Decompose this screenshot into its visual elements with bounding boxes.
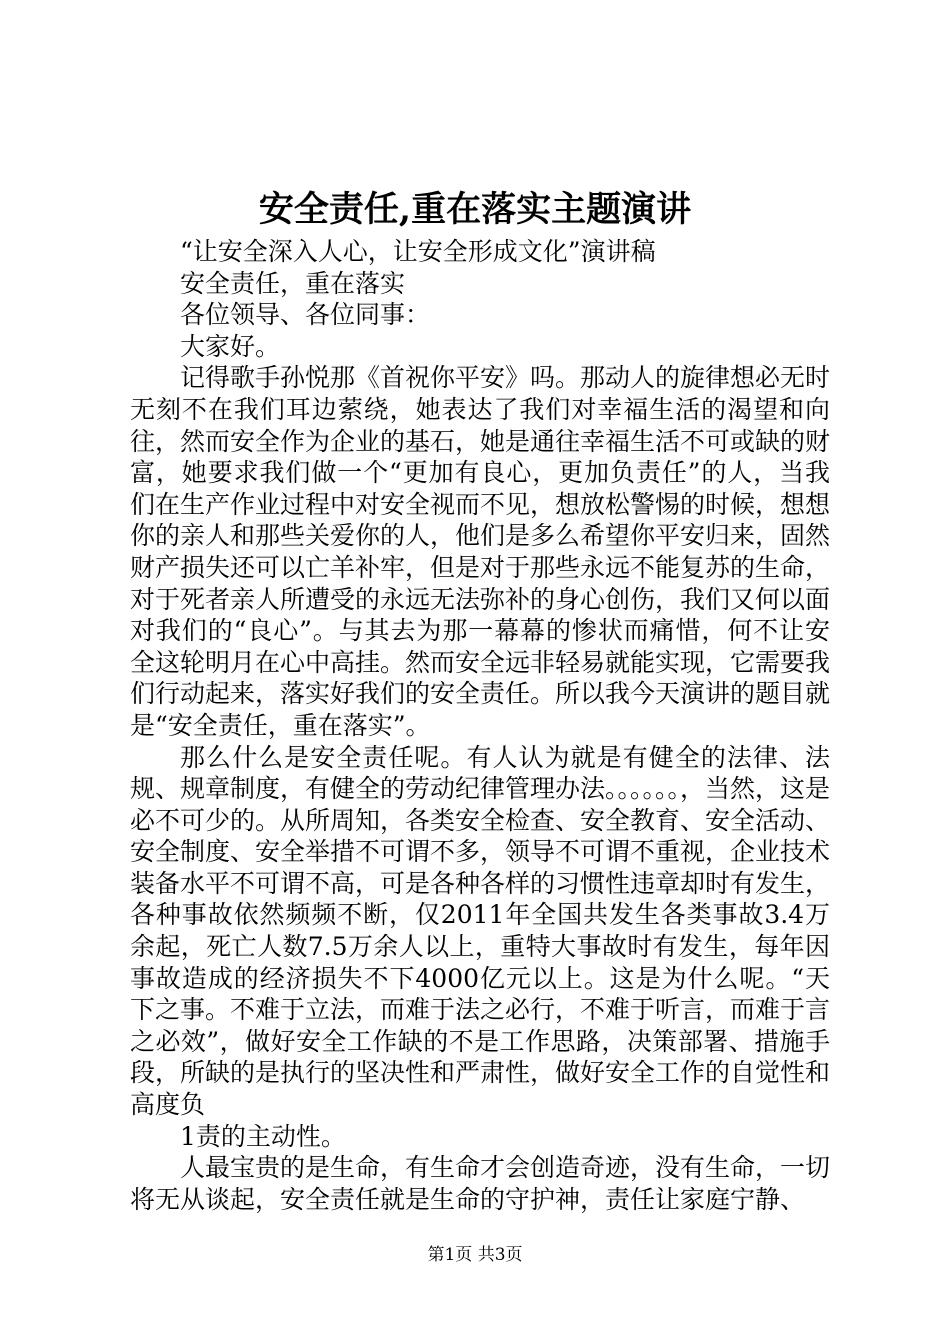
page-footer: 第1页 共3页 <box>427 1245 523 1265</box>
paragraph-subtitle: “让安全深入人心，让安全形成文化”演讲稿 <box>180 237 656 266</box>
paragraph-body: 那么什么是安全责任呢。有人认为就是有健全的法律、法规、规章制度，有健全的劳动纪律管理办法。。。。。。，当然，这是必不可少的。从所周知，各类安全检查、安全教育、安全活动、安全制度、安全举措不可谓不多，领导不可谓不重视，企业技术装备水平不可谓不高，可是各种各样的习惯性违章却时有发生，各种事故依然频频不断，仅2011年全国共发生各类事故3.4万余起，死亡人数7.5万余人以上，重特大事故时有发生，每年因事故造成的经济损失不下4000亿元以上。这是为什么呢。“天下之事。不难于立法，而难于法之必行，不难于听言，而难于言之必效”，做好安全工作缺的不是工作思路，决策部署、措施手段，所缺的是执行的坚决性和严肃性，做好安全工作的自觉性和高度负 <box>130 742 831 1120</box>
paragraph-salutation: 各位领导、各位同事： <box>180 300 431 330</box>
document-body <box>130 236 830 1215</box>
document-title: 安全责任,重在落实主题演讲 <box>258 189 692 230</box>
paragraph-body: 记得歌手孙悦那《首祝你平安》吗。那动人的旋律想必无时无刻不在我们耳边萦绕，她表达了我们对幸福生活的渴望和向往，然而安全作为企业的基石，她是通往幸福生活不可或缺的财富，她要求我们做一个“更加有良心，更加负责任”的人，当我们在生产作业过程中对安全视而不见，想放松警惕的时候，想想你的亲人和那些关爱你的人，他们是多么希望你平安归来，固然财产损失还可以亡羊补牢，但是对于那些永远不能复苏的生命，对于死者亲人所遭受的永远无法弥补的身心创伤，我们又何以面对我们的“良心”。与其去为那一幕幕的惨状而痛惜，何不让安全这轮明月在心中高挂。然而安全远非轻易就能实现，它需要我们行动起来，落实好我们的安全责任。所以我今天演讲的题目就是“安全责任，重在落实”。 <box>130 363 831 740</box>
paragraph-greeting: 大家好。 <box>180 331 281 361</box>
paragraph-body: 人最宝贵的是生命，有生命才会创造奇迹，没有生命，一切将无从谈起，安全责任就是生命的守护神，责任让家庭宁静、 <box>130 1153 831 1214</box>
paragraph-body: 1责的主动性。 <box>180 1121 346 1151</box>
paragraph-speech-title: 安全责任，重在落实 <box>180 268 406 298</box>
